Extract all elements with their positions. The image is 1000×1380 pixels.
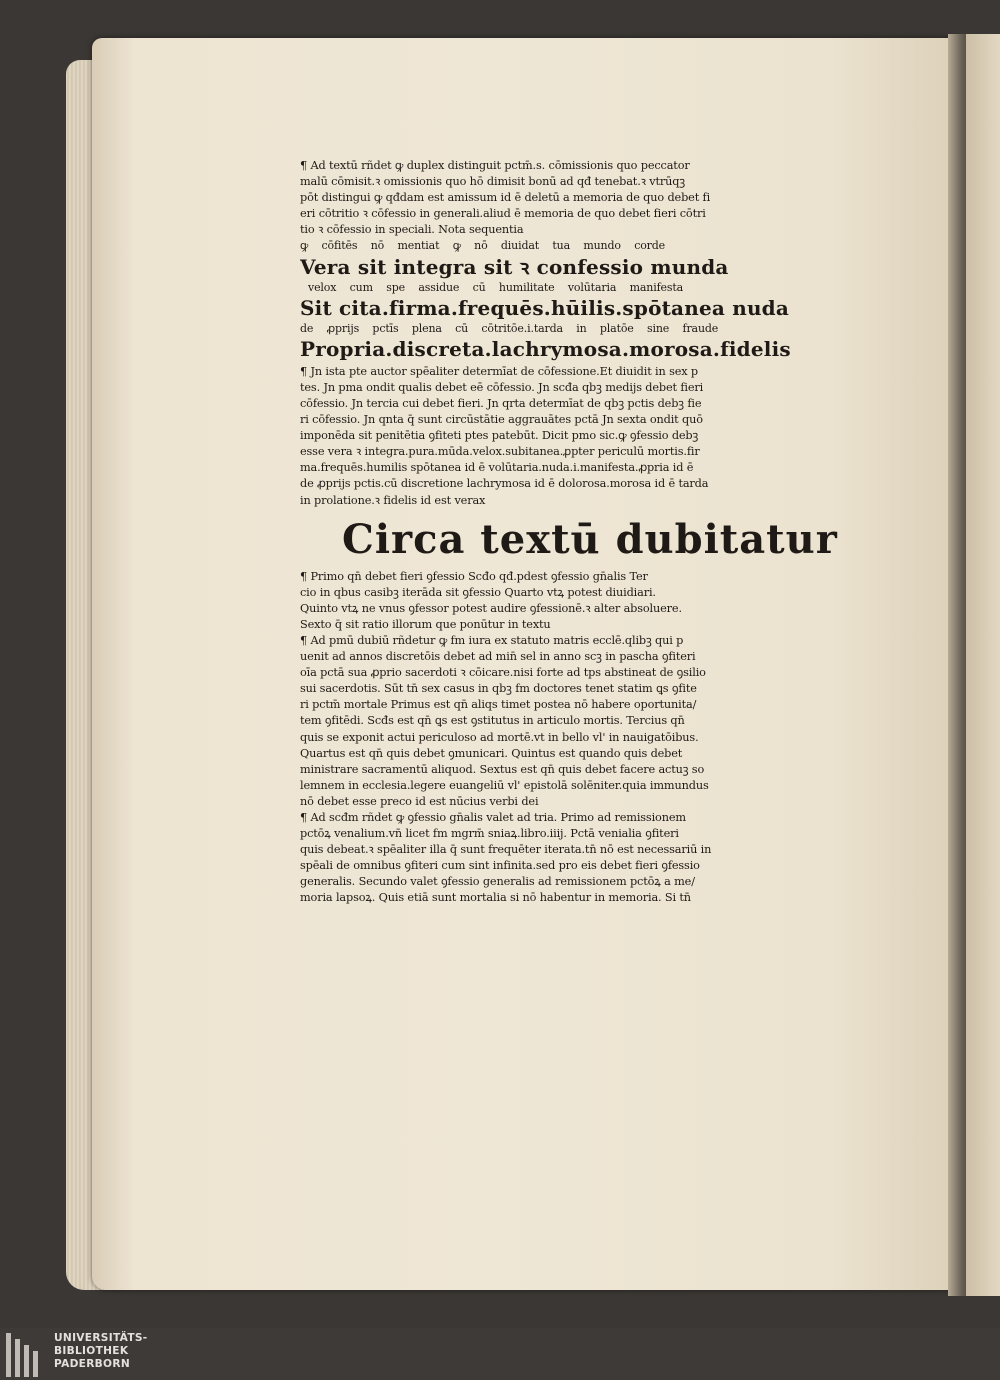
text-line: oīa pctā sua ꝓprio sacerdoti ꝛ cōicare.nisi forte ad tps abstineat de ꝯsilio xyxy=(300,666,706,680)
text-line: cio in qbus casibꝫ iterāda sit ꝯfessio Quarto vtꝝ potest diuidiari. xyxy=(300,585,656,599)
text-line: ¶ Ad scđm rñdet ꝙ ꝯfessio gn̄alis valet ad tria. Primo ad remissionem xyxy=(300,811,686,824)
text-line: tem ꝯfitēdi. Scđs est qn̄ ꝗs est ꝯstitutus in articulo mortis. Tercius qn̄ xyxy=(300,714,685,728)
text-line: malū cōmisit.ꝛ omissionis quo hō dimisit bonū ad qđ tenebat.ꝛ vtrūqꝫ xyxy=(300,175,685,189)
text-line: cōfessio. Jn tercia cui debet fieri. Jn qrta determīat de qbꝫ pctis debꝫ fie xyxy=(300,396,702,410)
library-footer xyxy=(0,1328,1000,1380)
text-line: pctōꝝ venalium.vn̄ licet fm mgrm̄ sniaꝝ.libro.iiij. Pctā venialia ꝯfiteri xyxy=(300,827,679,841)
text-line: uenit ad annos discretōis debet ad min̄ sel in anno scꝫ in pascha ꝯfiteri xyxy=(300,650,696,664)
library-name-line: PADERBORN xyxy=(54,1358,130,1371)
text-line: lemnem in ecclesia.legere euangeliū vl' epistolā solēniter.quia immundus xyxy=(300,778,709,792)
text-line: tio ꝛ cōfessio in speciali. Nota sequentia xyxy=(300,223,524,237)
printed-text-block xyxy=(300,158,845,907)
library-name xyxy=(54,1332,148,1372)
text-line: in prolatione.ꝛ fidelis id est verax xyxy=(300,493,486,507)
library-name-line: BIBLIOTHEK xyxy=(54,1345,129,1358)
text-line: sui sacerdotis. Sūt tn̄ sex casus in qbꝫ fm doctores tenet statim ꝗs ꝯfite xyxy=(300,682,697,696)
text-line: Sexto q̄ sit ratio illorum que ponūtur in textu xyxy=(300,617,551,631)
library-name-line: UNIVERSITÄTS- xyxy=(54,1332,148,1344)
text-line: Quinto vtꝝ ne vnus ꝯfessor potest audire ꝯfessionē.ꝛ alter absoluere. xyxy=(300,601,682,615)
text-line: ri pctm̄ mortale Primus est qn̄ aliqs timet postea nō habere oportunita/ xyxy=(300,698,697,712)
gloss-line: ꝙ cōfitēs nō mentiat ꝙ nō diuidat tua mundo corde xyxy=(300,239,666,253)
verse-line: Vera sit integra sit ꝛ confessio munda xyxy=(300,254,729,279)
text-line: ¶ Ad pmū dubiū rñdetur ꝙ fm iura ex statuto matris ecclē.qlibꝫ qui p xyxy=(300,633,684,647)
gloss-line: velox cum spe assidue cū humilitate volūtaria manifesta xyxy=(308,280,684,294)
text-line: tes. Jn pma ondit qualis debet eē cōfessio. Jn scđa qbꝫ medijs debet fieri xyxy=(300,380,704,394)
text-line: nō debet esse preco id est nūcius verbi dei xyxy=(300,794,539,808)
text-line: quis debeat.ꝛ spēaliter illa q̄ sunt frequēter iterata.tn̄ nō est necessariū in xyxy=(300,843,712,857)
text-line: eri cōtritio ꝛ cōfessio in generali.aliud ē memoria de quo debet fieri cōtri xyxy=(300,207,706,221)
text-line: moria lapsoꝝ. Quis etiā sunt mortalia si nō habentur in memoria. Si tn̄ xyxy=(300,891,691,905)
text-line: ma.frequēs.humilis spōtanea id ē volūtaria.nuda.i.manifesta.ꝓpria id ē xyxy=(300,461,694,475)
text-line: ¶ Jn ista pte auctor spēaliter determīat de cōfessione.Et diuidit in sex p xyxy=(300,364,698,378)
library-logo-icon xyxy=(6,1333,46,1377)
text-line: ministrare sacramentū aliquod. Sextus est qn̄ quis debet facere actuꝫ so xyxy=(300,762,705,776)
text-line: de ꝓprijs pctis.cū discretione lachrymosa id ē dolorosa.morosa id ē tarda xyxy=(300,477,709,491)
text-line: quis se exponit actui periculoso ad mortē.vt in bello vl' in nauigatōibus. xyxy=(300,730,699,744)
text-line: Quartus est qn̄ quis debet ꝯmunicari. Quintus est quando quis debet xyxy=(300,746,683,760)
text-line: generalis. Secundo valet ꝯfessio generalis ad remissionem pctōꝝ a me/ xyxy=(300,875,695,889)
verse-line: Sit cita.firma.frequēs.hūilis.spōtanea nuda xyxy=(300,295,790,320)
text-line: ¶ Ad textū rñdet ꝙ duplex distinguit pctm̄.s. cōmissionis quo peccator xyxy=(300,159,690,172)
gloss-line: de ꝓprijs pctīs plena cū cōtritōe.i.tarda in platōe sine fraude xyxy=(300,321,719,335)
text-line: ¶ Primo qn̄ debet fieri ꝯfessio Scđo qđ.pdest ꝯfessio gn̄alis Ter xyxy=(300,569,648,583)
verse-line: Propria.discreta.lachrymosa.morosa.fidelis xyxy=(300,336,791,361)
text-line: ri cōfessio. Jn qnta q̄ sunt circūstātie aggrauātes pctā Jn sexta ondit quō xyxy=(300,413,703,427)
text-line: spēali de omnibus ꝯfiteri cum sint infinita.sed pro eis debet fieri ꝯfessio xyxy=(300,859,700,873)
section-heading: Circa textū dubitatur xyxy=(342,515,838,563)
text-line: imponēda sit penitētia ꝯfiteti ptes patebūt. Dicit pmo sic.ꝙ ꝯfessio debꝫ xyxy=(300,429,699,443)
right-page-edge xyxy=(966,34,1000,1296)
text-line: esse vera ꝛ integra.pura.mūda.velox.subitanea.ꝓpter periculū mortis.fir xyxy=(300,445,700,459)
text-line: pōt distingui ꝙ qđdam est amissum id ē deletū a memoria de quo debet fi xyxy=(300,191,711,205)
